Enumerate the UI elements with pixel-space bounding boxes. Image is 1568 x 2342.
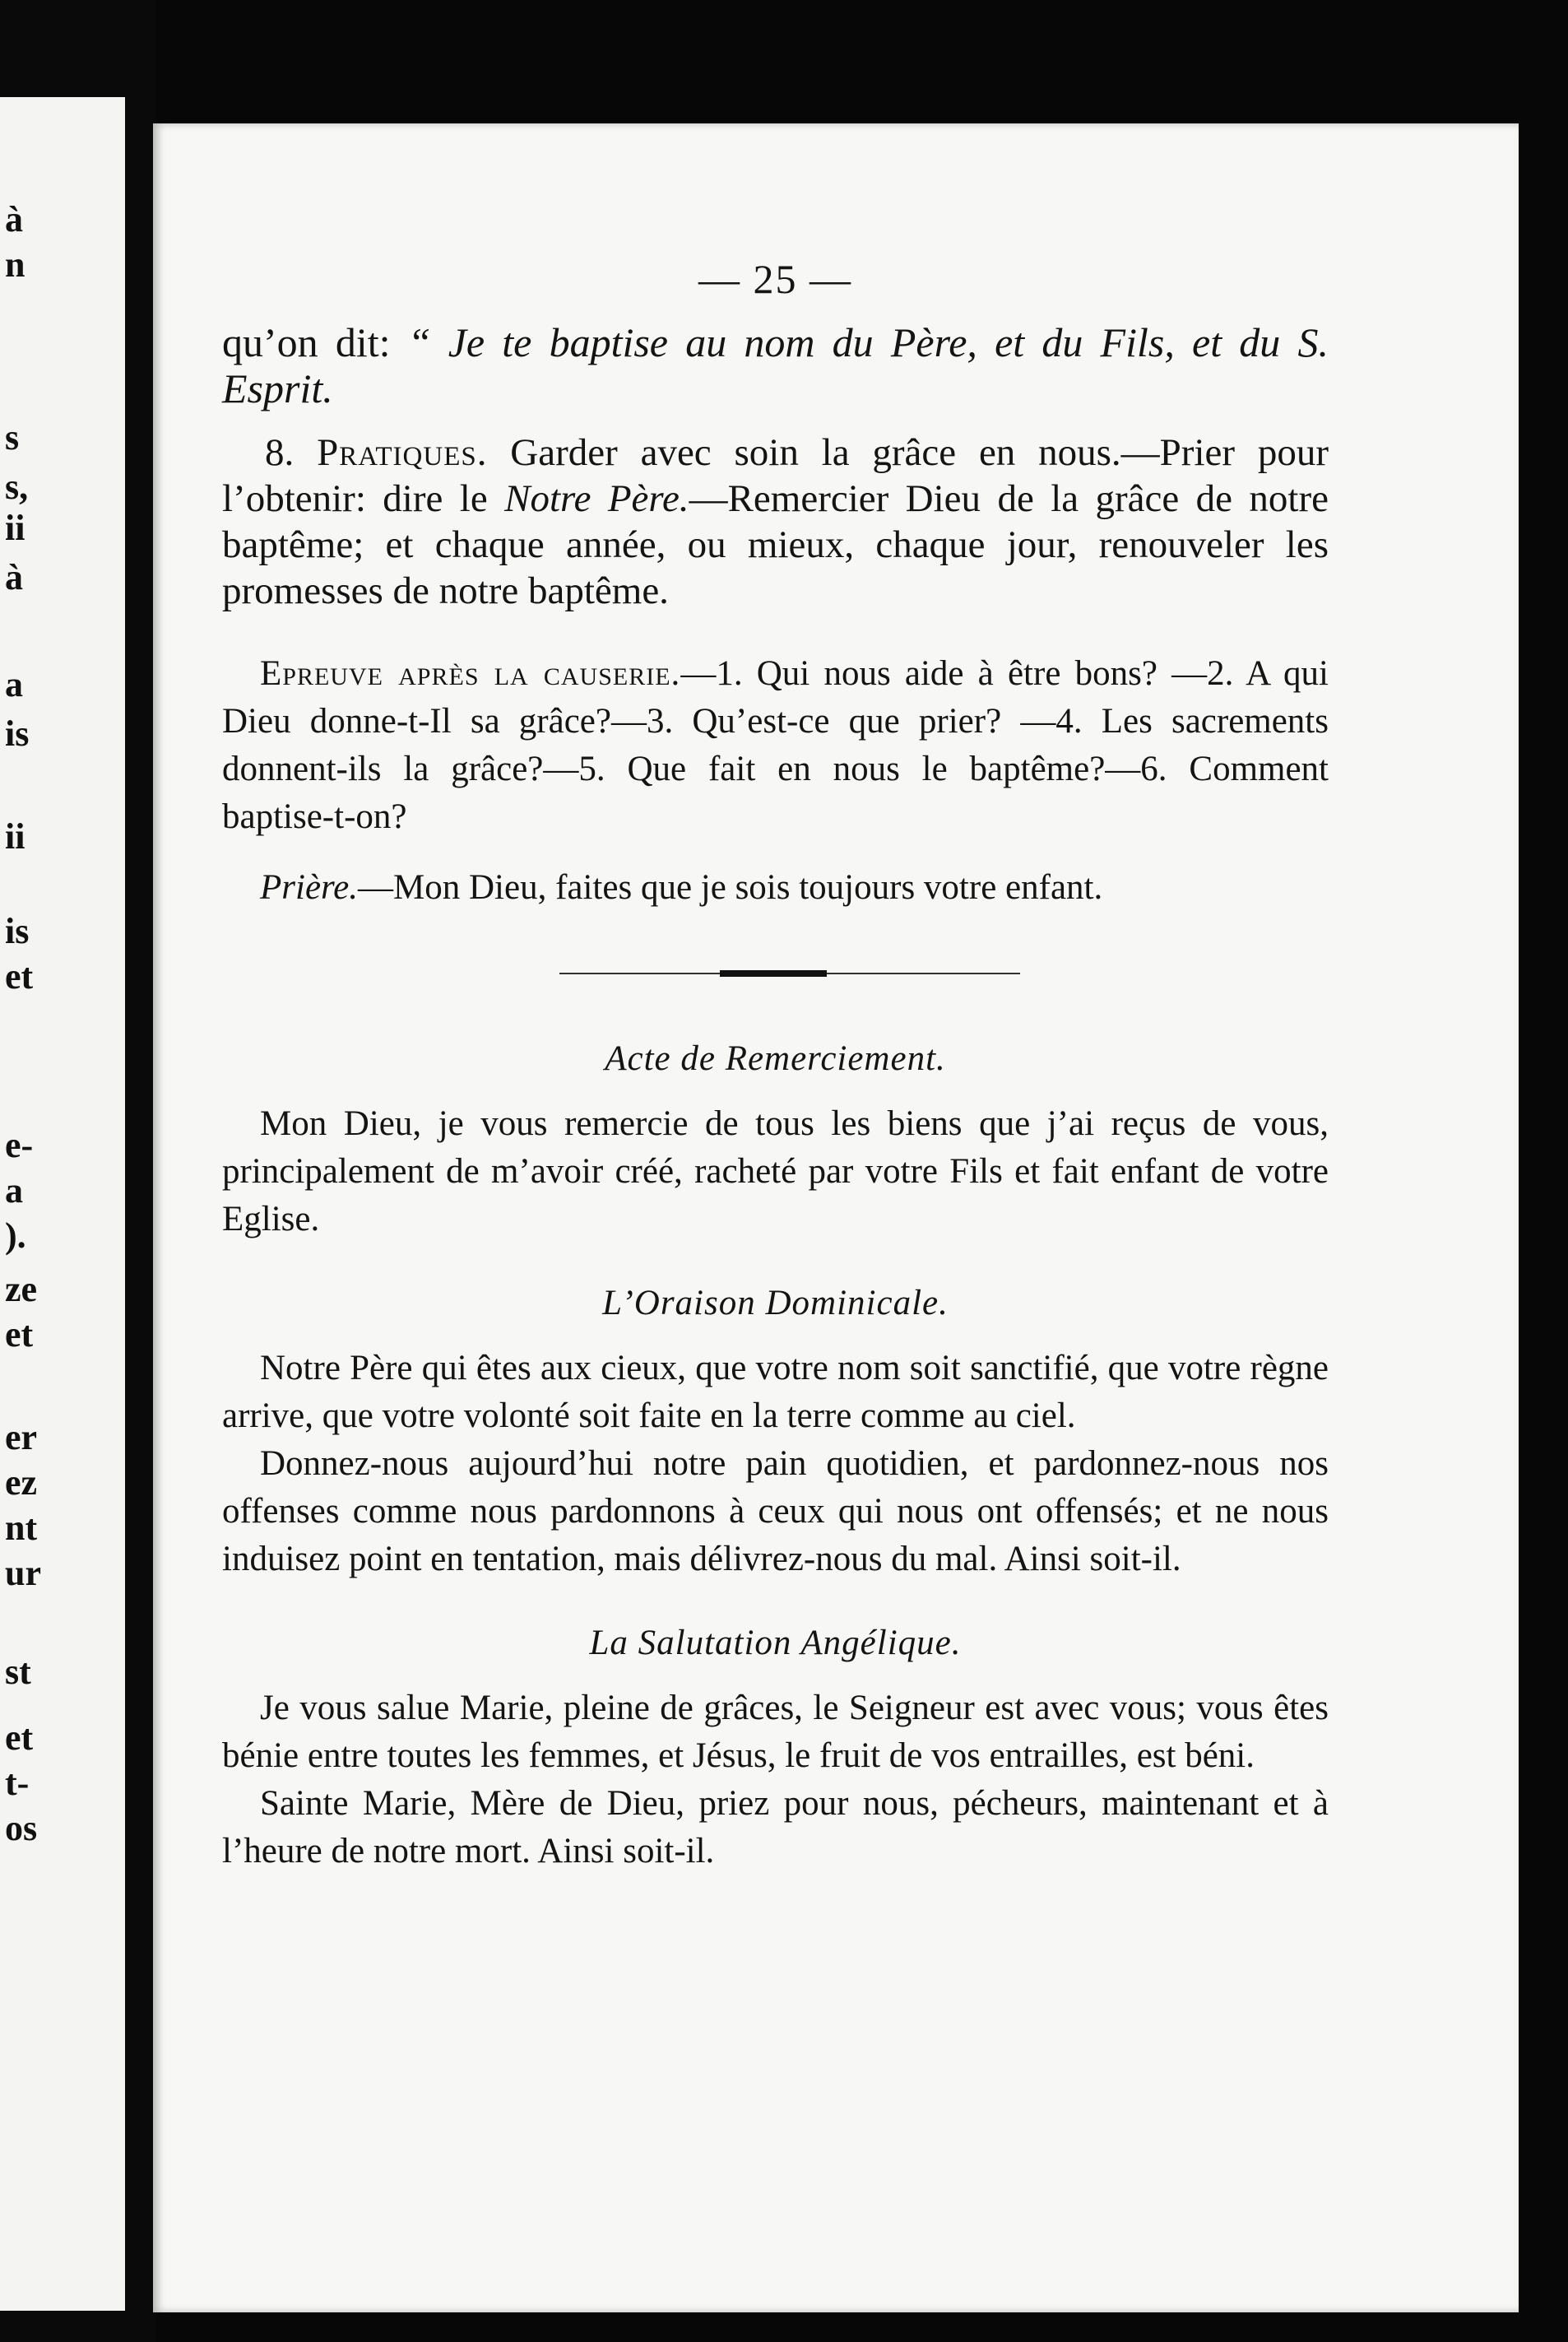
closing-prayer-text: —Mon Dieu, faites que je sois toujours votre enfant. [358, 868, 1103, 907]
practices-paragraph [222, 430, 1329, 614]
left-fragment: ii [5, 816, 26, 857]
section-divider [222, 950, 1329, 999]
left-fragment: à [5, 199, 23, 239]
baptism-formula-quote: “ Je te baptise au nom du Père, et du Fils, et du S. Esprit. [222, 319, 1329, 411]
left-fragment: st [5, 1652, 31, 1692]
left-fragment: e- [5, 1125, 34, 1165]
closing-prayer-label: Prière. [260, 868, 359, 907]
practices-italic: Notre Père. [504, 477, 689, 520]
act-of-thanks-title: Acte de Remerciement. [605, 1039, 946, 1078]
left-fragment: nt [5, 1508, 38, 1548]
closing-prayer [222, 864, 1329, 912]
left-fragment: is [5, 911, 30, 951]
left-fragment: is [5, 713, 30, 754]
practices-heading: Pratiques. [317, 431, 488, 474]
left-fragment: ur [5, 1553, 41, 1593]
left-fragment: à [5, 557, 23, 597]
baptism-formula [222, 319, 1329, 411]
baptism-formula-intro: qu’on dit: [222, 319, 408, 365]
page-number: — 25 — [698, 256, 852, 302]
practices-text-1: Garder avec soin la grâce en nous.—Prier pour l’obtenir: dire le [222, 431, 1329, 520]
left-fragment: ii [5, 508, 26, 548]
ordeal-questions [222, 650, 1329, 841]
page-content [222, 255, 1329, 1875]
left-fragment: n [5, 244, 26, 285]
practices-text-2: —Remercier Dieu de la grâce de notre baptême; et chaque année, ou mieux, chaque jour, renouveler les promesses de notre baptême. [222, 477, 1329, 612]
left-fragment: t- [5, 1763, 30, 1803]
divider-bar [720, 970, 827, 977]
left-fragment: ze [5, 1269, 38, 1309]
left-fragment: a [5, 664, 23, 704]
left-page-text-fragments [0, 97, 123, 2311]
hail-mary-para-1: Je vous salue Marie, pleine de grâces, le Seigneur est avec vous; vous êtes bénie entre toutes les femmes, et Jésus, le fruit de vos entrailles, est béni. [222, 1689, 1329, 1775]
lords-prayer-para-2: Donnez-nous aujourd’hui notre pain quotidien, et pardonnez-nous nos offenses comme nous pardonnons à ceux qui nous ont offensés; et ne nous induisez point en tentation, mais délivrez-nous du mal. Ainsi soit-il. [222, 1444, 1329, 1578]
left-fragment: os [5, 1808, 38, 1848]
left-fragment: a [5, 1170, 23, 1210]
lords-prayer-para-1: Notre Père qui êtes aux cieux, que votre nom soit sanctifié, que votre règne arrive, que votre volonté soit faite en la terre comme au ciel. [222, 1349, 1329, 1435]
hail-mary-para-2: Sainte Marie, Mère de Dieu, priez pour nous, pécheurs, maintenant et à l’heure de notre mort. Ainsi soit-il. [222, 1784, 1329, 1870]
practices-number: 8. [265, 431, 318, 474]
left-fragment: ). [5, 1215, 26, 1256]
hail-mary-title: La Salutation Angélique. [589, 1624, 962, 1662]
left-fragment: ez [5, 1462, 38, 1503]
left-fragment: s, [5, 467, 29, 507]
ordeal-heading: Epreuve après la causerie. [260, 654, 681, 693]
lords-prayer-title: L’Oraison Dominicale. [602, 1284, 949, 1322]
left-fragment: s [5, 417, 20, 458]
left-fragment: et [5, 956, 34, 997]
act-of-thanks-text: Mon Dieu, je vous remercie de tous les biens que j’ai reçus de vous, principalement de m’avoir créé, racheté par votre Fils et fait enfant de votre Eglise. [222, 1104, 1329, 1238]
left-fragment: er [5, 1417, 38, 1457]
ordeal-text: —1. Qui nous aide à être bons? —2. A qui Dieu donne-t-Il sa grâce?—3. Qu’est-ce que prier? —4. Les sacrements donnent-ils la grâce?—5. Que fait en nous le baptême?—6. Comment baptise-t-on? [222, 654, 1329, 836]
left-fragment: et [5, 1314, 34, 1355]
left-fragment: et [5, 1717, 34, 1758]
